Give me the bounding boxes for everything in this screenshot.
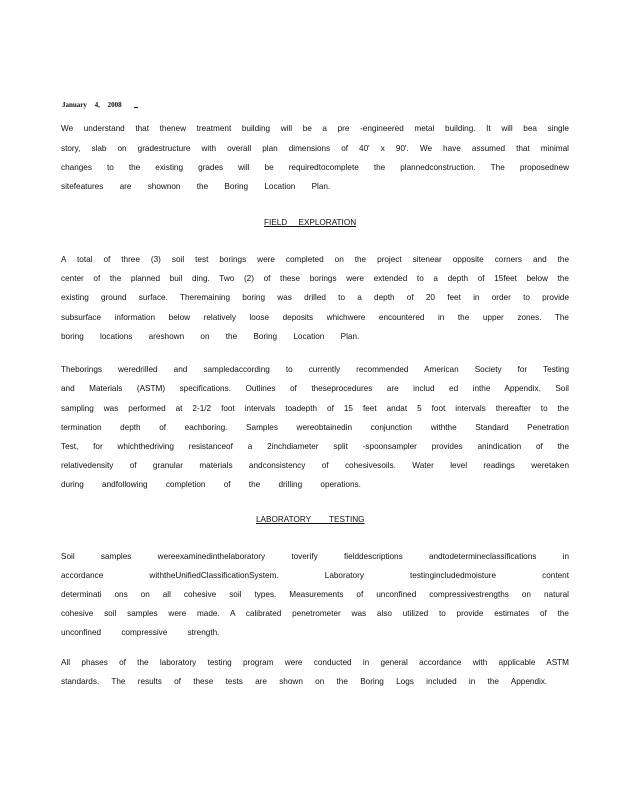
intro-line: We understand that thenew treatment building will be a pre -engineered metal building. It will bea single xyxy=(61,124,569,133)
intro-line: story, slab on gradestructure with overall plan dimensions of 40' x 90'. We have assumed that minimal xyxy=(61,144,569,153)
field-paragraph1-line: boring locations areshown on the Boring Location Plan. xyxy=(61,332,360,341)
lab-paragraph1-line: accordance withtheUnifiedClassificationSystem. Laboratory testingincludedmoisture content xyxy=(61,571,569,580)
field-paragraph2-line: and Materials (ASTM) specifications. Outlines of theseprocedures are includ ed inthe Appendix. Soil xyxy=(61,384,569,393)
lab-paragraph1-line: determinati ons on all cohesive soil types. Measurements of unconfined compressivestrengths on natural xyxy=(61,590,569,599)
lab-paragraph1-line: cohesive soil samples were made. A calibrated penetrometer was also utilized to provide estimates of the xyxy=(61,609,569,618)
letter-date: January 4, 2008 xyxy=(62,101,122,109)
date-underline xyxy=(134,107,138,108)
field-paragraph2-line: termination depth of eachboring. Samples wereobtainedin conjunction withthe Standard Penetration xyxy=(61,423,569,432)
field-paragraph1-line: center of the planned buil ding. Two (2) of these borings were extended to a depth of 15feet below the xyxy=(61,274,569,283)
field-paragraph2-line: Test, for whichthedriving resistanceof a 2inchdiameter split -spoonsampler provides anindication of the xyxy=(61,442,569,451)
lab-paragraph2-line: All phases of the laboratory testing program were conducted in general accordance with applicable ASTM xyxy=(61,658,569,667)
field-paragraph1-line: subsurface information below relatively loose deposits whichwere encountered in the upper zones. The xyxy=(61,313,569,322)
intro-line: changes to the existing grades will be requiredtocomplete the plannedconstruction. The proposednew xyxy=(61,163,569,172)
field-paragraph2-line: during andfollowing completion of the drilling operations. xyxy=(61,480,361,489)
intro-line: sitefeatures are shownon the Boring Location Plan. xyxy=(61,182,331,191)
field-paragraph1-line: existing ground surface. Theremaining boring was drilled to a depth of 20 feet in order to provide xyxy=(61,293,569,302)
field-paragraph1-line: A total of three (3) soil test borings were completed on the project sitenear opposite corners and the xyxy=(61,255,569,264)
section-heading-field-exploration: FIELD EXPLORATION xyxy=(264,218,357,227)
field-paragraph2-line: sampling was performed at 2-1/2 foot intervals toadepth of 15 feet andat 5 foot intervals thereafter to the xyxy=(61,404,569,413)
section-heading-laboratory-testing: LABORATORY TESTING xyxy=(256,515,365,524)
lab-paragraph1-line: unconfined compressive strength. xyxy=(61,628,220,637)
field-paragraph2-line: relativedensity of granular materials andconsistency of cohesivesoils. Water level readings weretaken xyxy=(61,461,569,470)
lab-paragraph1-line: Soil samples wereexaminedinthelaboratory toverify fielddescriptions andtodetermineclassifications in xyxy=(61,552,569,561)
lab-paragraph2-line: standards. The results of these tests are shown on the Boring Logs included in the Appendix. xyxy=(61,677,548,686)
field-paragraph2-line: Theborings weredrilled and sampledaccording to currently recommended American Society for Testing xyxy=(61,365,569,374)
